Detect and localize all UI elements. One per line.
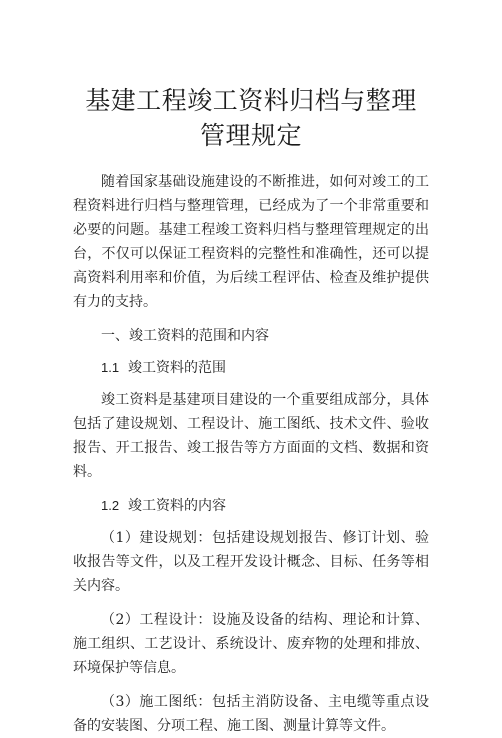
content-item-2: （2）工程设计：设施及设备的结构、理论和计算、施工组织、工艺设计、系统设计、废弃物的处理和排放、环境保护等信息。 bbox=[73, 612, 429, 676]
content-item-3: （3）施工图纸：包括主消防设备、主电缆等重点设备的安装图、分项工程、施工图、测量计算等文件。 bbox=[73, 694, 429, 734]
subsection-1-1-number: 1.1 bbox=[101, 360, 120, 375]
document-title: 基建工程竣工资料归档与整理管理规定 bbox=[85, 86, 417, 150]
subsection-1-2-number: 1.2 bbox=[101, 498, 120, 513]
subsection-1-2-title: 竣工资料的内容 bbox=[127, 498, 226, 514]
subsection-1-2-heading bbox=[73, 494, 429, 518]
content-item-1: （1）建设规划：包括建设规划报告、修订计划、验收报告等文件，以及工程开发设计概念、目标、任务等相关内容。 bbox=[73, 530, 429, 594]
subsection-1-1-title: 竣工资料的范围 bbox=[127, 360, 226, 376]
section-1-heading: 一、竣工资料的范围和内容 bbox=[101, 328, 269, 344]
title-block bbox=[73, 83, 429, 153]
subsection-1-1-heading bbox=[73, 356, 429, 380]
intro-paragraph: 随着国家基础设施建设的不断推进，如何对竣工的工程资料进行归档与整理管理，已经成为了一个非常重要和必要的问题。基建工程竣工资料归档与整理管理规定的出台，不仅可以保证工程资料的完整性和准确性，还可以提高资料利用率和价值，为后续工程评估、检查及维护提供有力的支持。 bbox=[73, 174, 429, 310]
subsection-1-1-body: 竣工资料是基建项目建设的一个重要组成部分，具体包括了建设规划、工程设计、施工图纸、技术文件、验收报告、开工报告、竣工报告等方方面面的文档、数据和资料。 bbox=[73, 392, 429, 480]
